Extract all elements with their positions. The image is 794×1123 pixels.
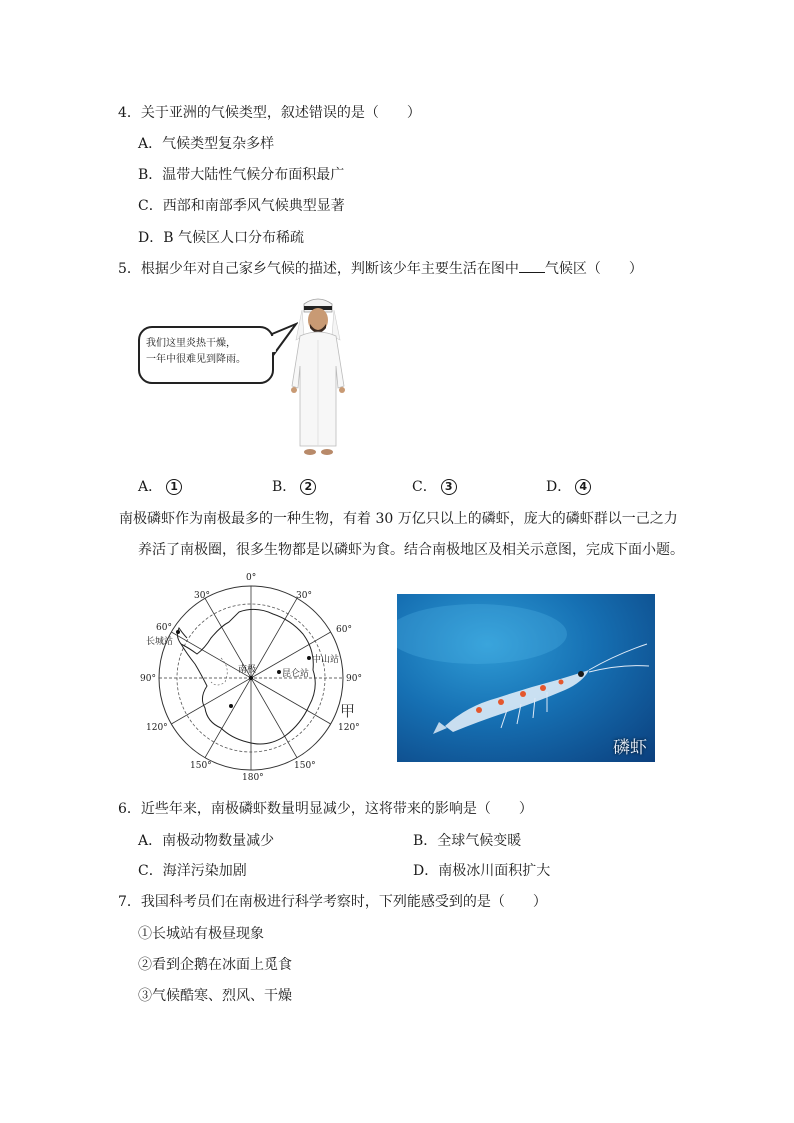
passage-line-1: 南极磷虾作为南极最多的一种生物，有着 30 万亿只以上的磷虾，庞大的磷虾群以一己之力 xyxy=(119,511,678,527)
label-120-left: 120° xyxy=(146,723,168,733)
q5-stem-before: 5．根据少年对自己家乡气候的描述，判断该少年主要生活在图中 xyxy=(118,261,519,277)
q5-option-d-letter: D． xyxy=(546,479,572,495)
q5-option-b xyxy=(272,477,316,497)
label-jia: 甲 xyxy=(340,702,356,720)
q4-stem: 4．关于亚洲的气候类型，叙述错误的是（ ） xyxy=(118,105,421,121)
q6-option-c: C．海洋污染加剧 xyxy=(138,863,247,879)
speech-bubble xyxy=(138,326,274,384)
q7-item-1: ①长城站有极昼现象 xyxy=(138,926,264,942)
q5-option-d xyxy=(546,477,591,497)
krill-photo-label: 磷虾 xyxy=(613,738,647,758)
q5-option-a-letter: A． xyxy=(138,479,163,495)
speech-line-1: 我们这里炎热干燥， xyxy=(146,338,236,349)
label-90-right: 90° xyxy=(346,674,362,684)
circled-number: 1 xyxy=(166,479,182,495)
q6-option-b: B．全球气候变暖 xyxy=(413,833,522,849)
label-kunlun-station: 昆仑站 xyxy=(282,669,310,679)
krill-photo xyxy=(397,594,655,762)
q4-option-a: A．气候类型复杂多样 xyxy=(138,136,275,152)
label-120-right: 120° xyxy=(338,723,360,733)
label-180: 180° xyxy=(242,773,264,782)
label-90-left: 90° xyxy=(140,674,156,684)
passage-line-2: 养活了南极圈，很多生物都是以磷虾为食。结合南极地区及相关示意图，完成下面小题。 xyxy=(138,542,684,558)
answer-blank xyxy=(519,258,545,273)
q5-option-c xyxy=(412,477,457,497)
q5-stem xyxy=(118,258,643,279)
q5-option-b-letter: B． xyxy=(272,479,297,495)
label-60-left: 60° xyxy=(156,623,172,633)
label-60-right: 60° xyxy=(336,625,352,635)
label-changcheng-station: 长城站 xyxy=(146,637,174,647)
q4-option-d: D．B 气候区人口分布稀疏 xyxy=(138,230,304,246)
label-150-left: 150° xyxy=(190,761,212,771)
q6-option-a: A．南极动物数量减少 xyxy=(138,833,275,849)
circled-number: 2 xyxy=(300,479,316,495)
label-south-pole: 南极 xyxy=(238,665,257,675)
speech-line-2: 一年中很难见到降雨。 xyxy=(146,354,246,365)
circled-number: 4 xyxy=(575,479,591,495)
q5-option-c-letter: C． xyxy=(412,479,437,495)
q6-option-d: D．南极冰川面积扩大 xyxy=(413,863,551,879)
q5-option-a xyxy=(138,477,182,497)
q7-stem: 7．我国科考员们在南极进行科学考察时，下列能感受到的是（ ） xyxy=(118,894,547,910)
antarctica-polar-map xyxy=(140,568,372,782)
person-in-white-robe-image xyxy=(282,296,354,460)
label-zhongshan-station: 中山站 xyxy=(312,655,340,665)
q4-option-c: C．西部和南部季风气候典型显著 xyxy=(138,198,345,214)
q6-stem: 6．近些年来，南极磷虾数量明显减少，这将带来的影响是（ ） xyxy=(118,801,533,817)
q4-option-b: B．温带大陆性气候分布面积最广 xyxy=(138,167,345,183)
label-30-right: 30° xyxy=(296,591,312,601)
q7-item-3: ③气候酷寒、烈风、干燥 xyxy=(138,988,292,1004)
label-30-left: 30° xyxy=(194,591,210,601)
label-150-right: 150° xyxy=(294,761,316,771)
q7-item-2: ②看到企鹅在冰面上觅食 xyxy=(138,957,292,973)
q5-stem-after: 气候区（ ） xyxy=(544,261,643,277)
label-0: 0° xyxy=(246,573,257,583)
circled-number: 3 xyxy=(441,479,457,495)
